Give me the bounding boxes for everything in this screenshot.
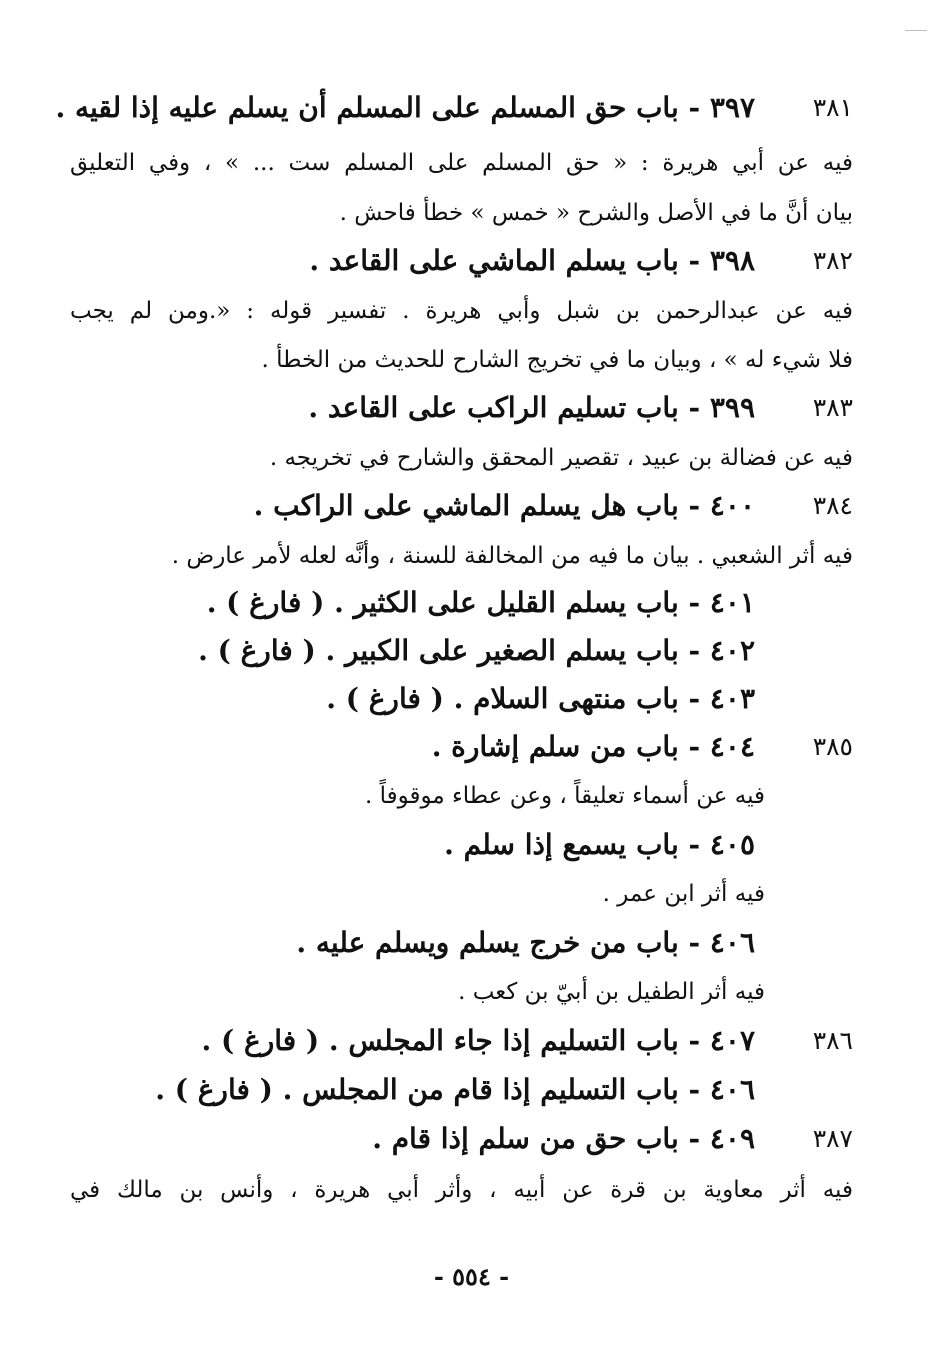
heading-text: ٤٠٣ - باب منتهى السلام . ( فارغ ) . <box>326 682 755 715</box>
heading-text: ٤٠٦ - باب من خرج يسلم ويسلم عليه . <box>296 926 755 959</box>
body-text: فيه عن فضالة بن عبيد ، تقصير المحقق والشارح في تخريجه . <box>269 445 853 471</box>
body-line <box>70 871 853 917</box>
entry-heading-404 <box>70 724 853 770</box>
entry-number: ٣٨٤ <box>812 491 853 520</box>
body-text: فيه عن عبدالرحمن بن شبل وأبي هريرة . تفسير قوله : «.ومن لم يجب <box>70 298 853 324</box>
heading-text: ٣٩٧ - باب حق المسلم على المسلم أن يسلم عليه إذا لقيه . <box>55 91 755 124</box>
heading-text: ٤٠١ - باب يسلم القليل على الكثير . ( فارغ ) . <box>206 586 755 619</box>
entry-heading-398 <box>70 238 853 284</box>
entry-number: ٣٨٧ <box>812 1124 853 1153</box>
body-line <box>70 337 853 383</box>
entry-number: ٣٨٢ <box>812 246 853 275</box>
heading-text: ٤٠٩ - باب حق من سلم إذا قام . <box>372 1122 755 1155</box>
entry-heading-406 <box>70 920 853 966</box>
entry-heading-408 <box>70 1067 853 1113</box>
body-line <box>70 1167 853 1213</box>
body-line <box>70 773 853 819</box>
body-line <box>70 288 853 334</box>
entry-number: ٣٨٣ <box>812 393 853 422</box>
entry-heading-405 <box>70 822 853 868</box>
entry-heading-407 <box>70 1018 853 1064</box>
heading-text: ٣٩٨ - باب يسلم الماشي على القاعد . <box>309 244 755 277</box>
page-number: - ٥٥٤ - <box>433 1262 510 1291</box>
scan-mark <box>905 30 927 31</box>
body-text: بيان أنَّ ما في الأصل والشرح « خمس » خطأ فاحش . <box>339 200 853 226</box>
body-line <box>70 140 853 186</box>
entry-heading-409 <box>70 1116 853 1162</box>
heading-text: ٤٠٧ - باب التسليم إذا جاء المجلس . ( فارغ ) . <box>201 1024 755 1057</box>
body-text: فلا شيء له » ، وبيان ما في تخريج الشارح للحديث من الخطأ . <box>261 347 853 373</box>
heading-text: ٤٠٥ - باب يسمع إذا سلم . <box>444 828 755 861</box>
body-line <box>70 190 853 236</box>
heading-text: ٤٠٦ - باب التسليم إذا قام من المجلس . ( فارغ ) . <box>155 1073 755 1106</box>
body-line <box>70 533 853 579</box>
heading-text: ٤٠٤ - باب من سلم إشارة . <box>431 730 755 763</box>
entry-number: ٣٨٥ <box>812 732 853 761</box>
body-text: فيه عن أسماء تعليقاً ، وعن عطاء موقوفاً . <box>364 783 765 809</box>
body-text: فيه أثر الشعبي . بيان ما فيه من المخالفة للسنة ، وأنَّه لعله لأمر عارض . <box>171 543 853 569</box>
body-text: فيه أثر معاوية بن قرة عن أبيه ، وأثر أبي هريرة ، وأنس بن مالك في <box>70 1177 853 1203</box>
body-text: فيه عن أبي هريرة : « حق المسلم على المسلم ست ... » ، وفي التعليق <box>70 150 853 176</box>
heading-text: ٣٩٩ - باب تسليم الراكب على القاعد . <box>308 391 755 424</box>
body-line <box>70 969 853 1015</box>
entry-heading-400 <box>70 483 853 529</box>
body-text: فيه أثر الطفيل بن أبيّ بن كعب . <box>458 979 765 1005</box>
entry-number: ٣٨٦ <box>812 1026 853 1055</box>
heading-text: ٤٠٢ - باب يسلم الصغير على الكبير . ( فارغ ) . <box>198 634 755 667</box>
body-line <box>70 435 853 481</box>
entry-heading-399 <box>70 385 853 431</box>
entry-heading-397 <box>55 85 853 131</box>
heading-text: ٤٠٠ - باب هل يسلم الماشي على الراكب . <box>253 489 755 522</box>
entry-heading-403 <box>70 676 853 722</box>
entry-number: ٣٨١ <box>812 93 853 122</box>
entry-heading-402 <box>70 628 853 674</box>
body-text: فيه أثر ابن عمر . <box>602 881 765 907</box>
entry-heading-401 <box>70 580 853 626</box>
